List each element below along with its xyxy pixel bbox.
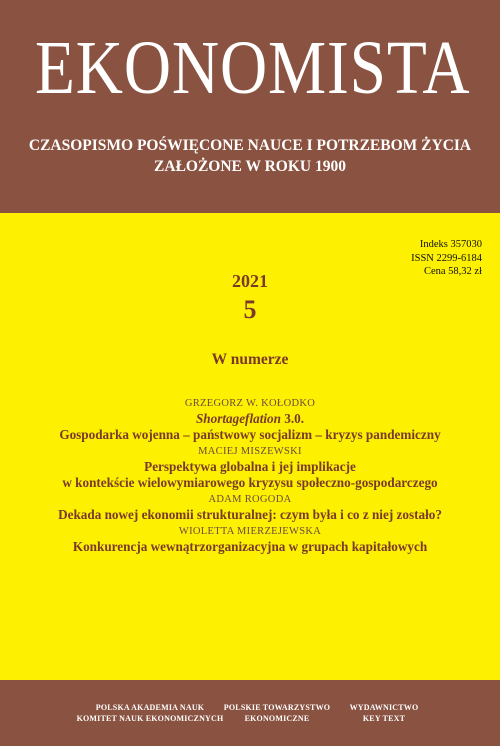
publisher-line: POLSKA AKADEMIA NAUK xyxy=(95,703,205,712)
journal-title: EKONOMISTA xyxy=(35,26,471,110)
header-band xyxy=(0,0,500,213)
article-item xyxy=(0,445,500,491)
article-author: MACIEJ MISZEWSKI xyxy=(198,446,302,457)
publisher-keytext xyxy=(334,702,434,724)
contents-heading: W numerze xyxy=(211,351,289,368)
article-title-line1: Dekada nowej ekonomii strukturalnej: czym była i co z niej zostało? xyxy=(58,507,442,522)
article-title-line2: w kontekście wielowymiarowego kryzysu społeczno-gospodarczego xyxy=(62,475,438,490)
publisher-line: KOMITET NAUK EKONOMICZNYCH xyxy=(76,714,224,723)
journal-subtitle-line1: CZASOPISMO POŚWIĘCONE NAUCE I POTRZEBOM ŻYCIA xyxy=(28,137,472,154)
article-subtitle: Gospodarka wojenna – państwowy socjalizm – kryzys pandemiczny xyxy=(59,427,441,442)
publisher-line: KEY TEXT xyxy=(362,714,406,723)
publisher-line: EKONOMICZNE xyxy=(244,714,310,723)
article-author: WIOLETTA MIERZEJEWSKA xyxy=(178,526,322,537)
issue-year: 2021 xyxy=(232,271,268,291)
publisher-line: POLSKIE TOWARZYSTWO xyxy=(223,703,331,712)
article-title-line1: Konkurencja wewnątrzorganizacyjna w grupach kapitałowych xyxy=(72,539,428,554)
issue-number: 5 xyxy=(243,295,257,324)
publisher-line: WYDAWNICTWO xyxy=(349,703,419,712)
journal-subtitle-line2: ZAŁOŻONE W ROKU 1900 xyxy=(154,158,346,175)
article-title-line1: Perspektywa globalna i jej implikacje xyxy=(144,459,356,474)
article-item xyxy=(0,525,500,555)
article-title-italic: Shortageflation xyxy=(195,411,281,426)
article-list xyxy=(0,397,500,557)
issn-number: ISSN 2299-6184 xyxy=(411,252,482,264)
footer-band xyxy=(0,680,500,746)
article-item xyxy=(0,397,500,443)
article-item xyxy=(0,493,500,523)
article-title xyxy=(0,411,500,427)
publisher-pte xyxy=(222,702,332,724)
price: Cena 58,32 zł xyxy=(423,266,482,277)
article-title-rest: 3.0. xyxy=(280,411,305,426)
publisher-pan xyxy=(70,702,230,724)
article-author: ADAM ROGODA xyxy=(208,494,292,505)
article-author: GRZEGORZ W. KOŁODKO xyxy=(184,398,316,409)
index-number: Indeks 357030 xyxy=(419,239,482,250)
